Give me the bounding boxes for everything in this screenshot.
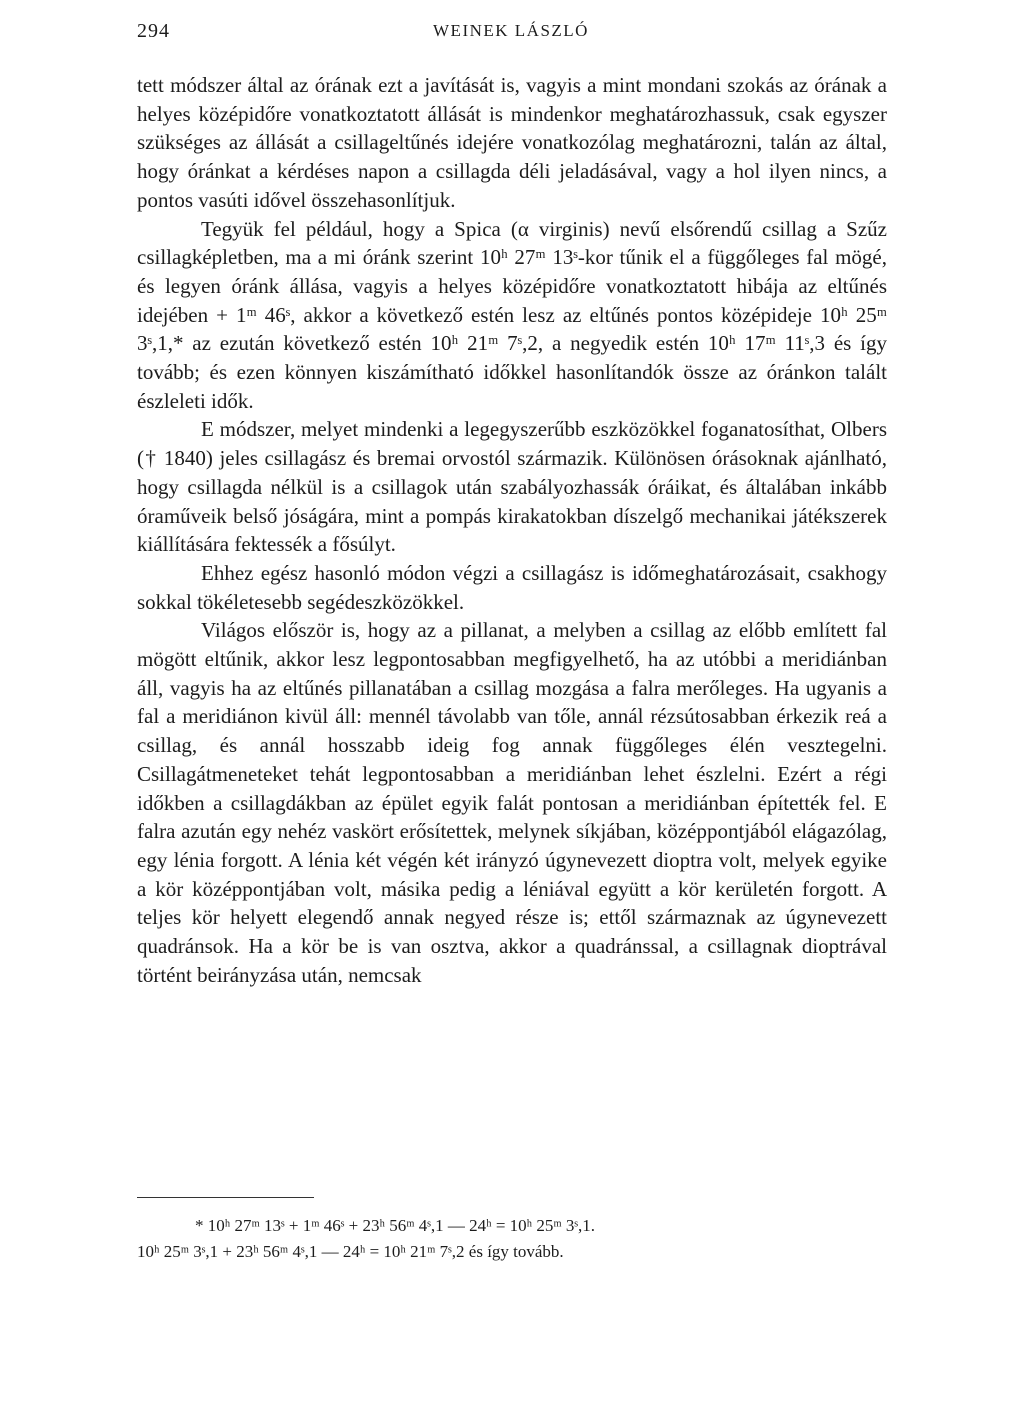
paragraph: Világos először is, hogy az a pillanat, a melyben a csillag az előbb említett fal mögött eltűnik, akkor lesz legpontosabban megfigyelhető, ha az utóbbi a meridiánban áll, vagyis ha az eltűnés pillanatában a csillag mozgása a falra merőleges. Ha ugyanis a fal a meridiánon kivül áll: mennél távolabb van tőle, annál rézsútosabban érkezik reá a csillag, és annál hosszabb ideig fog annak függőleges élén vesztegelni. Csillagátmeneteket tehát legpontosabban a meridiánban lehet észlelni. Ezért a régi időkben a csillagdákban az épület egyik falát pontosan a meridiánban építették fel. E falra azután egy nehéz vaskört erősítettek, melynek síkjában, középpontjából elágazólag, egy lénia forgott. A lénia két végén két irányzó úgynevezett dioptra volt, melyek egyike a kör középpontjában volt, másika pedig a léniával együtt a kör kerületén forgott. A teljes kör helyett elegendő annak negyed része is; ettől származnak az úgynevezett quadránsok. Ha a kör be is van osztva, akkor a quadránssal, a csillagnak dioptrával történt beirányzása után, nemcsak <box>137 618 887 987</box>
paragraph: E módszer, melyet mindenki a legegyszerűbb eszközökkel foganatosíthat, Olbers († 1840) jeles csillagász és bremai orvostól származik. Különösen órásoknak ajánlható, hogy csillagda nélkül is a csillagok után szabályozhassák óráikat, és általában inkább óraműveik belső jóságára, mint a pompás kirakatokban díszelgő mechanikai játékszerek kiállítására fektessék a fősúlyt. <box>137 417 887 557</box>
paragraph: Ehhez egész hasonló módon végzi a csillagász is időmeghatározásait, csakhogy sokkal tökéletesebb segédeszközökkel. <box>137 560 887 614</box>
page-header <box>137 20 885 50</box>
footnote-rule <box>137 1197 314 1198</box>
body-text <box>137 71 887 990</box>
footnote-line: * 10ʰ 27ᵐ 13ˢ + 1ᵐ 46ˢ + 23ʰ 56ᵐ 4ˢ,1 — 24ʰ = 10ʰ 25ᵐ 3ˢ,1. <box>195 1216 596 1235</box>
page-number: 294 <box>137 20 170 42</box>
footnotes <box>137 1213 887 1265</box>
footnote-line: 10ʰ 25ᵐ 3ˢ,1 + 23ʰ 56ᵐ 4ˢ,1 — 24ʰ = 10ʰ 21ᵐ 7ˢ,2 és így tovább. <box>137 1242 564 1261</box>
paragraph: Tegyük fel például, hogy a Spica (α virginis) nevű elsőrendű csillag a Szűz csillagképletben, ma a mi óránk szerint 10ʰ 27ᵐ 13ˢ-kor tűnik el a függőleges fal mögé, és legyen óránk állása, vagyis a helyes középidőre vonatkoztatott hibája az eltűnés idejében + 1ᵐ 46ˢ, akkor a következő estén lesz az eltűnés pontos középideje 10ʰ 25ᵐ 3ˢ,1,* az ezután következő estén 10ʰ 21ᵐ 7ˢ,2, a negyedik estén 10ʰ 17ᵐ 11ˢ,3 és így tovább; és ezen könnyen kiszámítható időkkel hasonlítandók össze az óránkon talált észleleti idők. <box>137 216 887 413</box>
running-head: WEINEK LÁSZLÓ <box>433 21 589 40</box>
paragraph: tett módszer által az órának ezt a javítását is, vagyis a mint mondani szokás az órának a helyes középidőre vonatkoztatott állását is mindenkor meghatározhassuk, csak egyszer szükséges az állását a csillageltűnés idejére vonatkozólag meghatározni, talán az által, hogy óránkat a kérdéses napon a csillagda déli jeladásával, vagy a hol ilyen nincs, a pontos vasúti idővel összehasonlítjuk. <box>137 73 887 212</box>
